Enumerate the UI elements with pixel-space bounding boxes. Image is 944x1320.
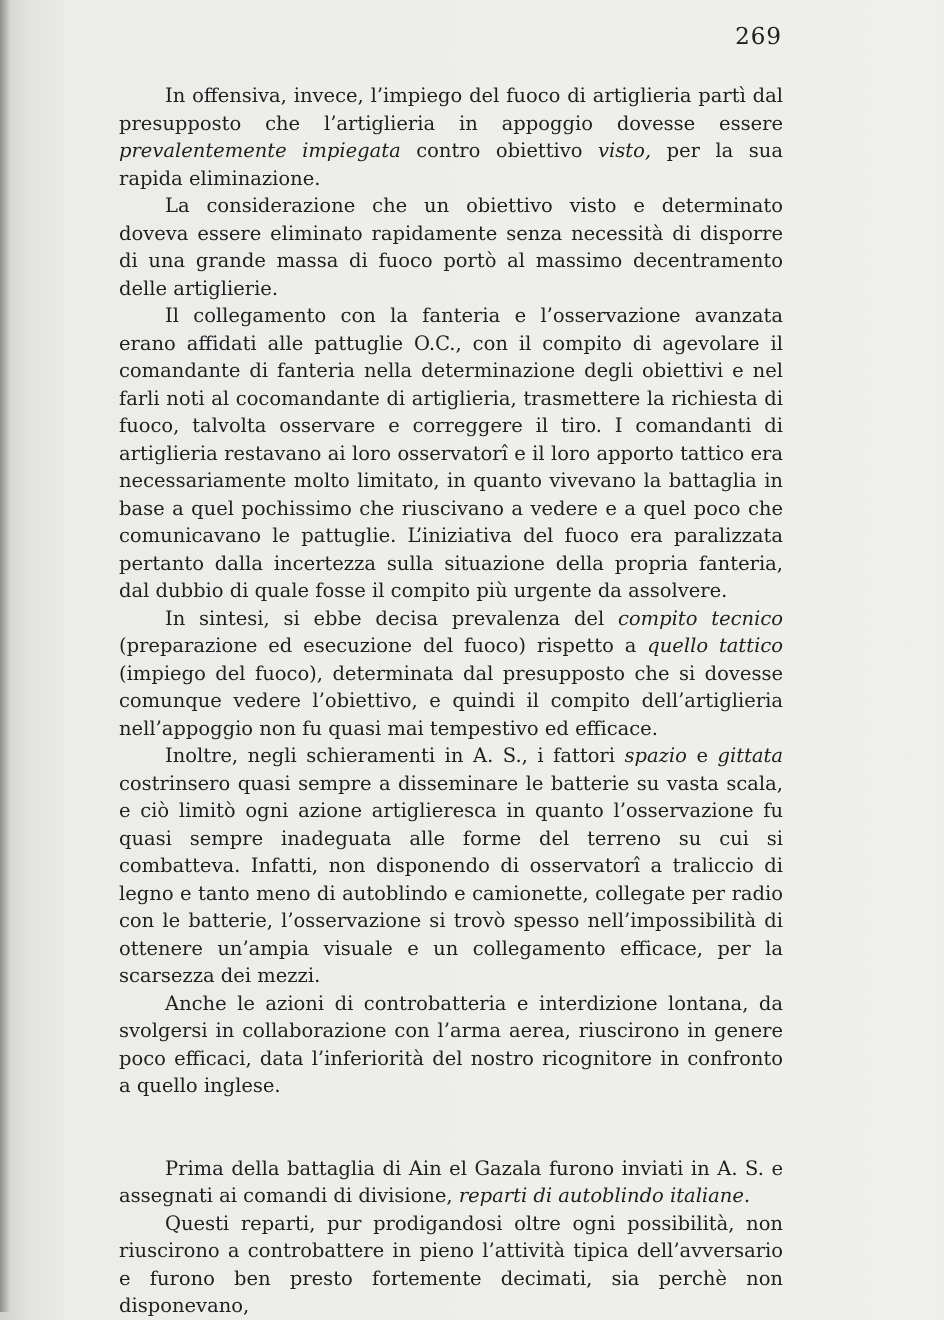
paragraph-6 <box>119 990 783 1100</box>
text-run: Prima della battaglia di Ain el Gazala furono inviati in A. S. e assegnati ai comandi di divisione, <box>119 1156 783 1207</box>
italic-run: prevalentemente impiegata <box>119 139 401 162</box>
italic-run: quello tattico <box>647 634 783 657</box>
text-run: per la sua rapida eliminazione. <box>119 139 783 190</box>
text-run: Anche le azioni di controbatteria e interdizione lontana, da svolgersi in collaborazione con l’arma aerea, riuscirono in genere poco efficaci, data l’inferiorità del nostro ricognitore in confronto a quello inglese. <box>119 991 783 1097</box>
paragraph-8 <box>119 1210 783 1320</box>
paragraph-7 <box>119 1155 783 1210</box>
body-text <box>119 82 783 1320</box>
paragraph-2 <box>119 192 783 302</box>
paragraph-3 <box>119 302 783 605</box>
page-edge-shadow <box>0 0 10 1312</box>
paragraph-5 <box>119 742 783 990</box>
text-run: Il collegamento con la fanteria e l’osservazione avanzata erano affidati alle pattuglie O.C., con il compito di agevolare il comandante di fanteria nella determinazione degli obiettivi e nel farli noti al cocomandante di artiglieria, trasmettere la richiesta di fuoco, talvolta osservare e correggere il tiro. I comandanti di artiglieria restavano ai loro osservatorî e il loro apporto tattico era necessariamente molto limitato, in quanto vivevano la battaglia in base a quel pochissimo che riuscivano a vedere e a quel poco che comunicavano le pattuglie. L’iniziativa del fuoco era paralizzata pertanto dalla incertezza sulla situazione della propria fanteria, dal dubbio di quale fosse il compito più urgente da assolvere. <box>119 304 783 602</box>
text-run: contro obiettivo <box>400 139 599 162</box>
text-run: (impiego del fuoco), determinata dal presupposto che si dovesse comunque vedere l’obiettivo, e quindi il compito dell’artiglieria nell’appoggio non fu quasi mai tempestivo ed efficace. <box>119 661 783 740</box>
italic-run: spazio <box>624 744 687 767</box>
paragraph-1 <box>119 82 783 192</box>
text-run: Questi reparti, pur prodigandosi oltre ogni possibilità, non riuscirono a controbattere in pieno l’attività tipica dell’avversario e furono ben presto fortemente decimati, sia perchè non disponevano, <box>119 1211 783 1317</box>
section-break <box>119 1100 783 1155</box>
italic-run: visto, <box>598 139 652 162</box>
text-run: e <box>686 744 718 767</box>
italic-run: compito tecnico <box>618 606 783 630</box>
text-run: Inoltre, negli schieramenti in A. S., i fattori <box>165 744 625 767</box>
text-run: In sintesi, si ebbe decisa prevalenza del <box>165 606 618 630</box>
text-run: costrinsero quasi sempre a disseminare le batterie su vasta scala, e ciò limitò ogni azione artiglieresca in quanto l’osservazione fu quasi sempre inadeguata alle forme del terreno su cui si combatteva. Infatti, non disponendo di osservatorî a traliccio di legno e tanto meno di autoblindo e camionette, collegate per radio con le batterie, l’osservazione si trovò spesso nell’impossibilità di ottenere un’ampia visuale e un collegamento efficace, per la scarsezza dei mezzi. <box>119 771 783 987</box>
text-run: La considerazione che un obiettivo visto e determinato doveva essere eliminato rapidamente senza necessità di disporre di una grande massa di fuoco portò al massimo decentramento delle artiglierie. <box>119 194 783 300</box>
italic-run: reparti di autoblindo italiane. <box>458 1184 751 1207</box>
paragraph-4 <box>119 605 783 743</box>
italic-run: gittata <box>717 744 783 767</box>
text-run: In offensiva, invece, l’impiego del fuoco di artiglieria partì dal presupposto che l’artiglieria in appoggio dovesse essere <box>119 84 783 135</box>
page-number: 269 <box>735 24 782 50</box>
text-run: (preparazione ed esecuzione del fuoco) rispetto a <box>119 634 648 657</box>
